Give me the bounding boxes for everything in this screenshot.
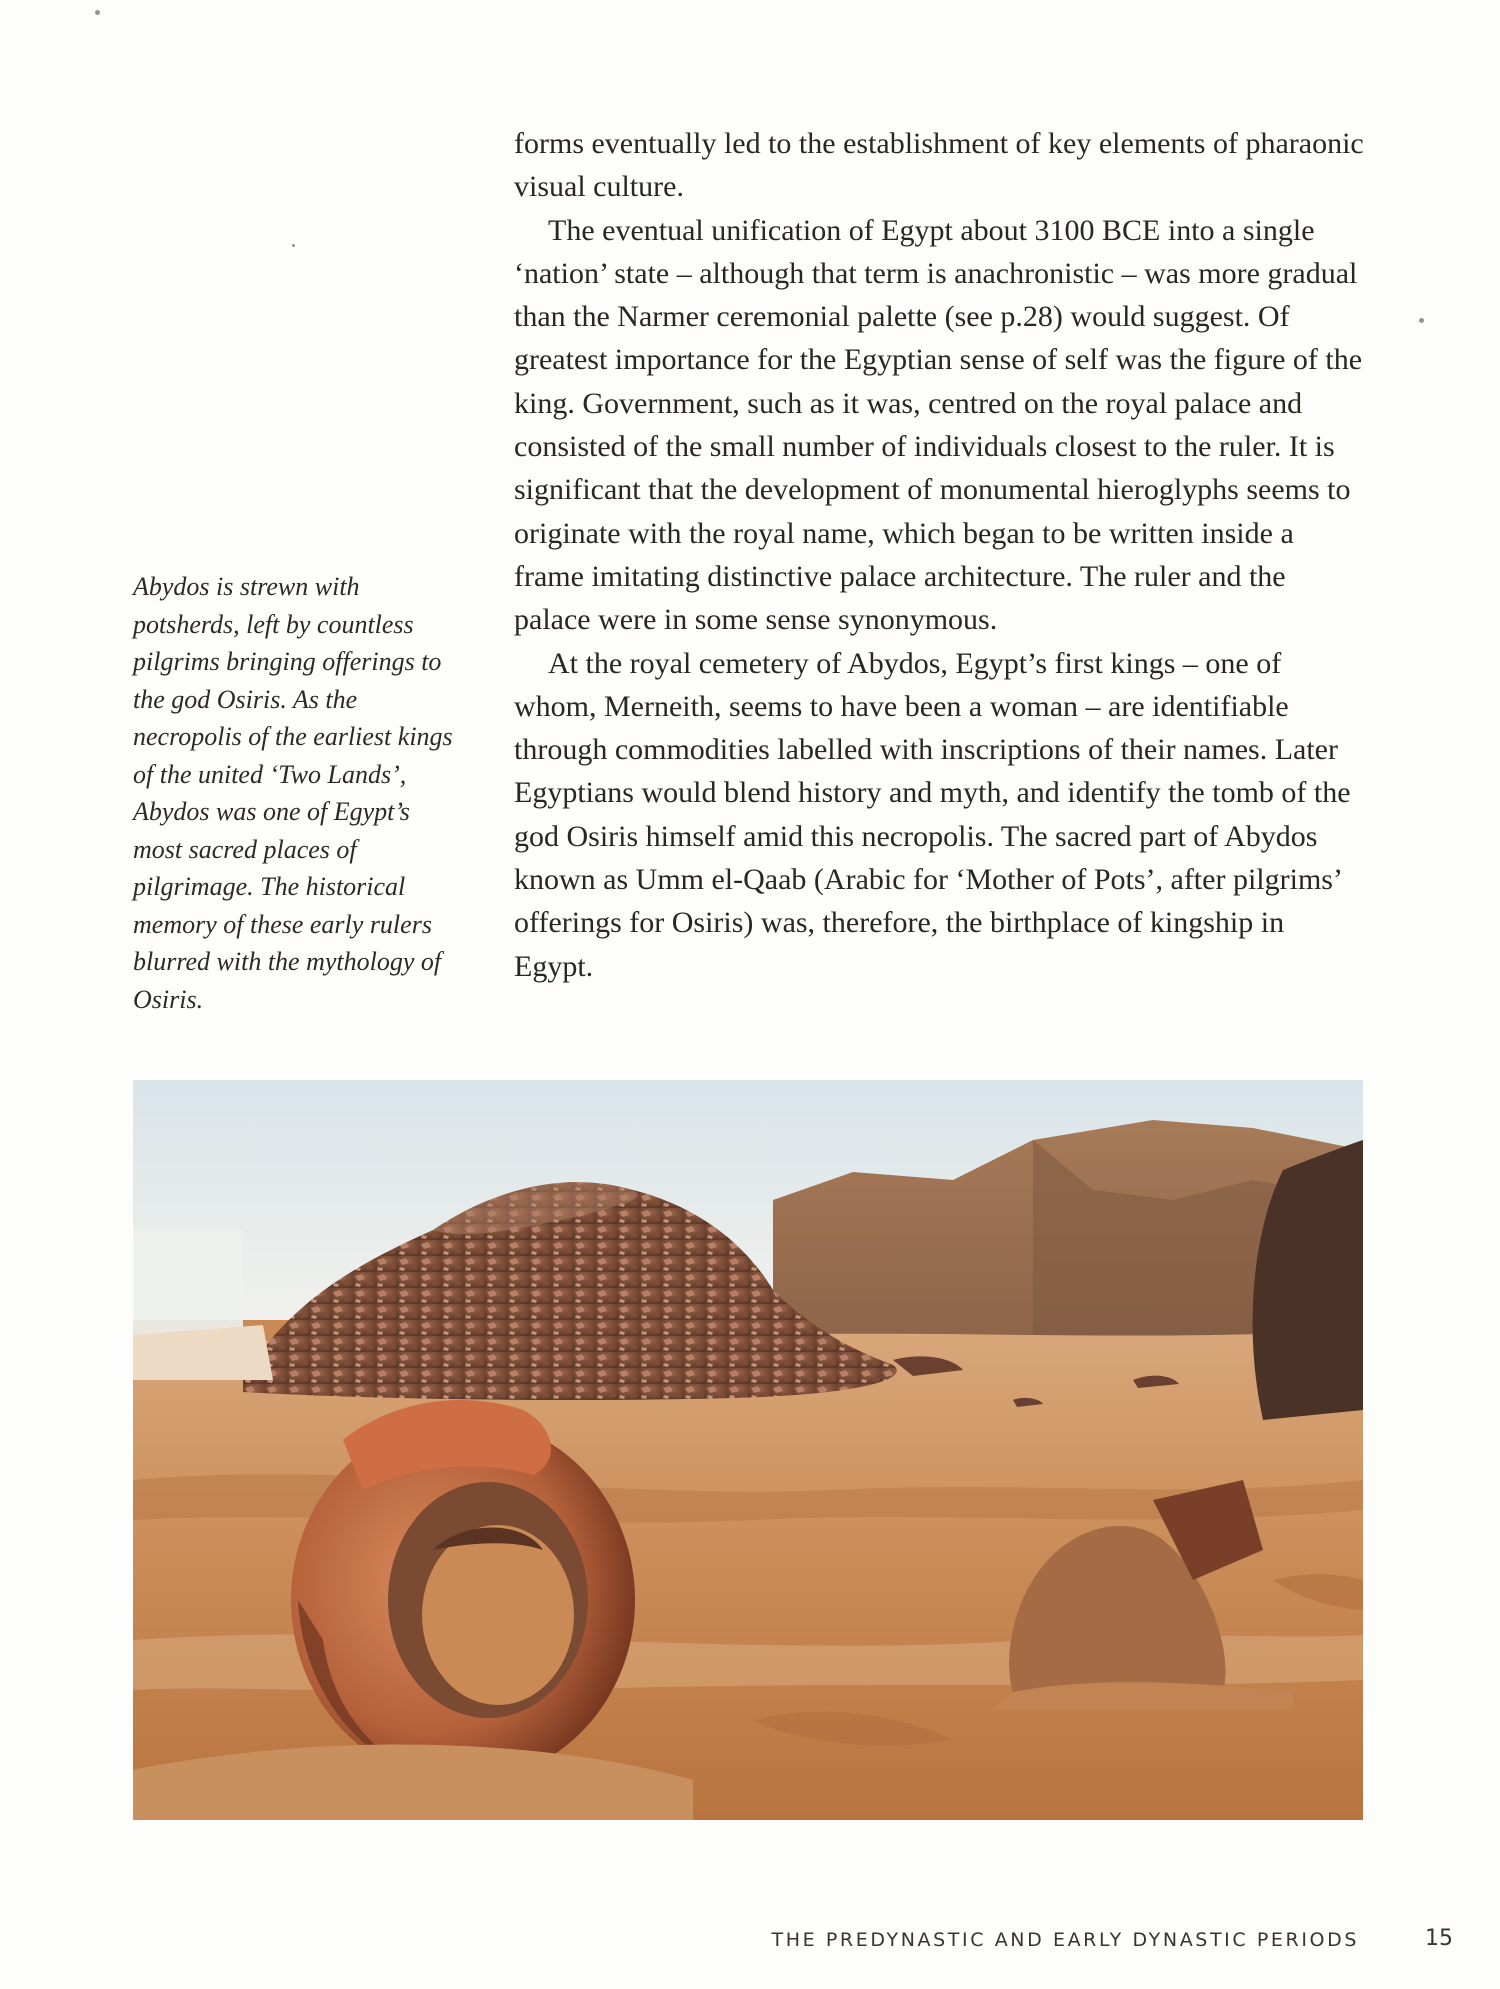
body-paragraph-1: forms eventually led to the establishment of key elements of pharaonic visual culture. [514,127,1364,204]
page-number: 15 [1425,1926,1453,1951]
photo-illustration [133,1080,1363,1820]
photo-caption: Abydos is strewn with potsherds, left by countless pilgrims bringing offerings to the god Osiris. As the necropolis of the earliest kings of the united ‘Two Lands’, Abydos was one of Egypt’s most sacred places of pilgrimage. The historical memory of these early rulers blurred with the mythology of Osiris. [133,572,453,1014]
scan-speck [95,10,100,15]
body-paragraph-2: The eventual unification of Egypt about 3100 BCE into a single ‘nation’ state – although that term is anachronistic – was more gradual than the Narmer ceremonial palette (see p.28) would suggest. Of greatest importance for the Egyptian sense of self was the figure of the king. Government, such as it was, centred on the royal palace and consisted of the small number of individuals closest to the ruler. It is significant that the development of monumental hieroglyphs seems to originate with the royal name, which began to be written inside a frame imitating distinctive palace architecture. The ruler and the palace were in some sense synonymous. [514,213,1363,637]
main-text-column [514,122,1364,988]
scan-speck [1419,318,1424,323]
scan-speck [292,244,295,247]
abydos-potsherds-photo [133,1080,1363,1820]
body-paragraph-3: At the royal cemetery of Abydos, Egypt’s first kings – one of whom, Merneith, seems to have been a woman – are identifiable through commodities labelled with inscriptions of their names. Later Egyptians would blend history and myth, and identify the tomb of the god Osiris himself amid this necropolis. The sacred part of Abydos known as Umm el-Qaab (Arabic for ‘Mother of Pots’, after pilgrims’ offerings for Osiris) was, therefore, the birthplace of kingship in Egypt. [514,646,1351,983]
running-head: THE PREDYNASTIC AND EARLY DYNASTIC PERIODS [771,1929,1359,1951]
